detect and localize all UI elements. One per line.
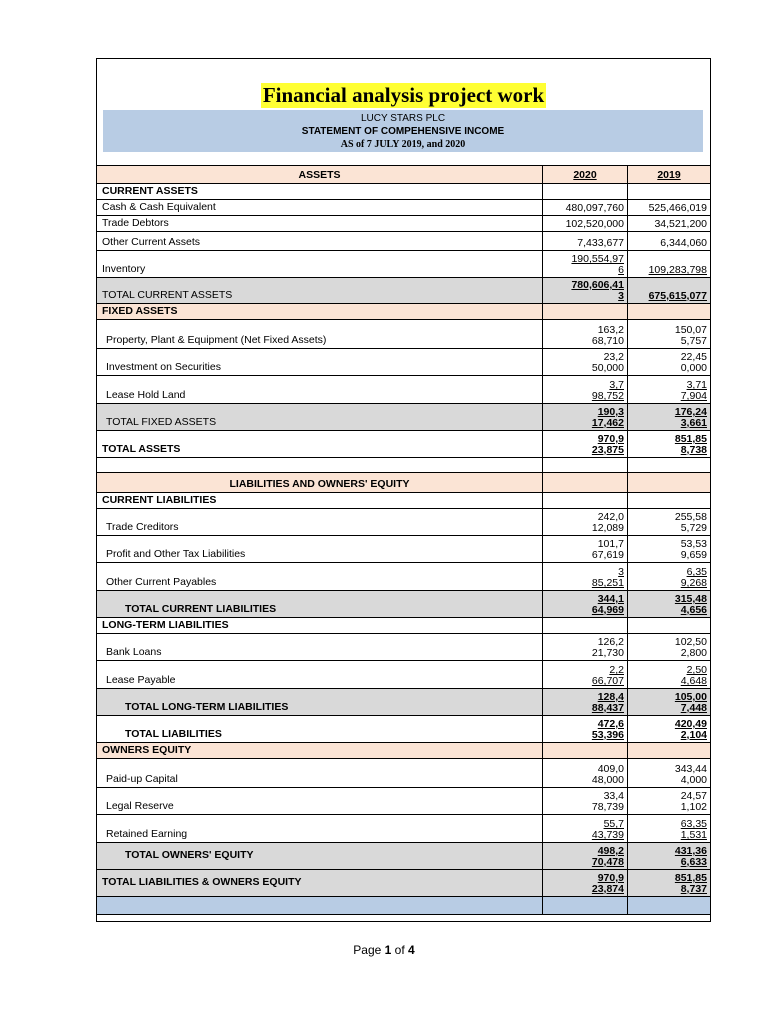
row-label: Inventory xyxy=(102,263,146,275)
table-row-total xyxy=(97,869,710,896)
value-2020: 102,520,000 xyxy=(565,218,624,230)
empty-row xyxy=(97,457,710,472)
table-row-total xyxy=(97,403,710,430)
page-prefix: Page xyxy=(353,943,382,957)
table-row-total xyxy=(97,688,710,715)
total-label: TOTAL CURRENT ASSETS xyxy=(102,289,233,301)
value-2019: 6,344,060 xyxy=(660,237,707,249)
value-2019: 109,283,798 xyxy=(648,264,707,276)
balance-sheet-table xyxy=(97,165,710,915)
total-label: TOTAL FIXED ASSETS xyxy=(106,416,217,428)
total-label: TOTAL OWNERS' EQUITY xyxy=(125,849,254,861)
total-label: TOTAL LONG-TERM LIABILITIES xyxy=(125,701,289,713)
row-label: Lease Hold Land xyxy=(106,389,186,401)
row-label: Property, Plant & Equipment (Net Fixed Assets) xyxy=(106,334,327,346)
page-total: 4 xyxy=(408,943,415,957)
value-2020: 101,7 67,619 xyxy=(591,538,624,561)
table-row xyxy=(97,633,710,660)
table-row xyxy=(97,250,710,277)
table-row xyxy=(97,742,710,758)
row-label: Legal Reserve xyxy=(106,800,174,812)
row-label: Cash & Cash Equivalent xyxy=(102,201,216,213)
row-label: Trade Debtors xyxy=(102,217,169,229)
value-2020: 126,2 21,730 xyxy=(591,636,624,659)
value-2019: 22,45 0,000 xyxy=(680,351,707,374)
value-2019: 102,50 2,800 xyxy=(674,636,707,659)
value-2019: 6,35 9,268 xyxy=(680,566,707,589)
statement-name: STATEMENT OF COMPEHENSIVE INCOME xyxy=(301,126,505,137)
year-2020-heading: 2020 xyxy=(573,169,597,181)
table-row xyxy=(97,348,710,375)
row-label: Lease Payable xyxy=(106,674,176,686)
value-2019: 2,50 4,648 xyxy=(680,664,707,687)
year-2019-heading: 2019 xyxy=(657,169,681,181)
total-2019: 176,24 3,661 xyxy=(674,406,707,429)
total-2020: 498,2 70,478 xyxy=(591,845,624,868)
row-label: Paid-up Capital xyxy=(106,773,178,785)
total-2019: 851,85 8,738 xyxy=(674,433,707,456)
value-2019: 3,71 7,904 xyxy=(680,379,707,402)
section-label: LONG-TERM LIABILITIES xyxy=(102,619,229,631)
row-label: Other Current Assets xyxy=(102,236,201,248)
total-2019: 851,85 8,737 xyxy=(674,872,707,895)
table-row xyxy=(97,375,710,403)
table-row-total xyxy=(97,715,710,742)
value-2019: 34,521,200 xyxy=(654,218,707,230)
row-label: Trade Creditors xyxy=(106,521,179,533)
table-footer-band xyxy=(97,896,710,915)
total-2020: 780,606,41 3 xyxy=(571,279,624,302)
value-2020: 242,0 12,089 xyxy=(591,511,624,534)
table-row xyxy=(97,472,710,492)
document-frame xyxy=(96,58,711,922)
statement-header xyxy=(103,110,703,152)
table-row xyxy=(97,535,710,562)
value-2020: 2,2 66,707 xyxy=(591,664,624,687)
page-footer xyxy=(0,943,768,957)
table-row xyxy=(97,758,710,787)
table-row xyxy=(97,562,710,590)
value-2019: 343,44 4,000 xyxy=(674,763,707,786)
value-2020: 55,7 43,739 xyxy=(591,818,624,841)
table-row xyxy=(97,787,710,814)
total-2019: 315,48 4,656 xyxy=(674,593,707,616)
page-number: 1 xyxy=(384,943,392,957)
row-label: Other Current Payables xyxy=(106,576,217,588)
section-label: OWNERS EQUITY xyxy=(102,744,192,756)
total-2020: 128,4 88,437 xyxy=(591,691,624,714)
total-2019: 431,36 6,633 xyxy=(674,845,707,868)
total-2019: 675,615,077 xyxy=(648,290,707,302)
document-title: Financial analysis project work xyxy=(262,83,545,107)
table-row xyxy=(97,660,710,688)
total-label: TOTAL CURRENT LIABILITIES xyxy=(125,603,277,615)
title-wrap xyxy=(97,83,710,108)
page-sep: of xyxy=(394,943,405,957)
total-2020: 344,1 64,969 xyxy=(591,593,624,616)
value-2020: 163,2 68,710 xyxy=(591,324,624,347)
table-row xyxy=(97,215,710,231)
table-row xyxy=(97,492,710,508)
value-2020: 409,0 48,000 xyxy=(591,763,624,786)
total-label: TOTAL LIABILITIES & OWNERS EQUITY xyxy=(102,876,302,888)
row-label: Bank Loans xyxy=(106,646,162,658)
table-row-total xyxy=(97,842,710,869)
value-2020: 3 85,251 xyxy=(591,566,624,589)
total-2020: 970,9 23,874 xyxy=(591,872,624,895)
row-label: Profit and Other Tax Liabilities xyxy=(106,548,246,560)
total-label: TOTAL LIABILITIES xyxy=(125,728,222,740)
table-row xyxy=(97,183,710,199)
section-label: CURRENT LIABILITIES xyxy=(102,494,217,506)
table-row xyxy=(97,319,710,348)
section-label: CURRENT ASSETS xyxy=(102,185,198,197)
total-2020: 472,6 53,396 xyxy=(591,718,624,741)
total-label: TOTAL ASSETS xyxy=(102,443,181,455)
table-row xyxy=(97,814,710,842)
table-row-total xyxy=(97,277,710,303)
row-label: Retained Earning xyxy=(106,828,188,840)
table-row xyxy=(97,508,710,535)
value-2020: 190,554,97 6 xyxy=(571,253,624,276)
value-2019: 150,07 5,757 xyxy=(674,324,707,347)
assets-heading: ASSETS xyxy=(298,169,341,181)
value-2020: 33,4 78,739 xyxy=(591,790,624,813)
table-header-row xyxy=(97,165,710,183)
total-2020: 970,9 23,875 xyxy=(591,433,624,456)
table-row-total xyxy=(97,430,710,457)
value-2019: 53,53 9,659 xyxy=(680,538,707,561)
value-2019: 63,35 1,531 xyxy=(680,818,707,841)
value-2020: 7,433,677 xyxy=(577,237,624,249)
total-2020: 190,3 17,462 xyxy=(591,406,624,429)
value-2020: 480,097,760 xyxy=(565,202,624,214)
table-row-total xyxy=(97,590,710,617)
table-row xyxy=(97,617,710,633)
table-row xyxy=(97,199,710,215)
row-label: Investment on Securities xyxy=(106,361,221,373)
section-heading: LIABILITIES AND OWNERS' EQUITY xyxy=(229,478,410,490)
value-2019: 525,466,019 xyxy=(648,202,707,214)
value-2019: 24,57 1,102 xyxy=(680,790,707,813)
value-2019: 255,58 5,729 xyxy=(674,511,707,534)
table-row xyxy=(97,231,710,250)
table-row xyxy=(97,303,710,319)
total-2019: 420,49 2,104 xyxy=(674,718,707,741)
total-2019: 105,00 7,448 xyxy=(674,691,707,714)
value-2020: 3,7 98,752 xyxy=(591,379,624,402)
section-label: FIXED ASSETS xyxy=(102,305,178,317)
company-name: LUCY STARS PLC xyxy=(360,113,446,124)
value-2020: 23,2 50,000 xyxy=(591,351,624,374)
statement-date: AS of 7 JULY 2019, and 2020 xyxy=(340,139,466,150)
